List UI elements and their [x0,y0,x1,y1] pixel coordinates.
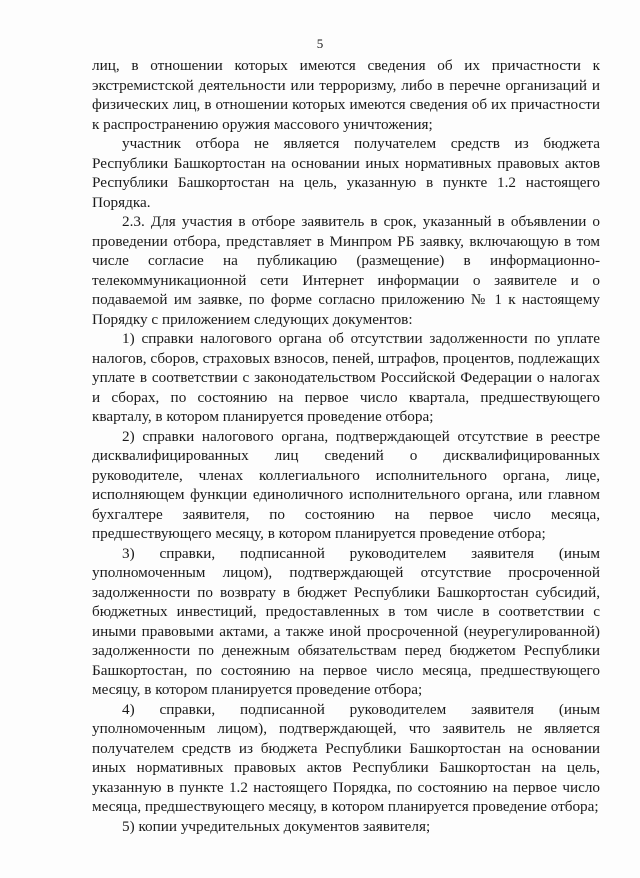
list-item-2: 2) справки налогового органа, подтверждающей отсутствие в реестре дисквалифицированных лиц сведений о дисквалифицированных руководителе, членах коллегиального исполнительного органа, лице, исполняющем функции единоличного исполнительного органа, или главном бухгалтере заявителя, по состоянию на первое число месяца, предшествующего месяцу, в котором планируется проведение отбора; [92,427,600,542]
document-body [92,56,600,836]
list-item-3: 3) справки, подписанной руководителем заявителя (иным уполномоченным лицом), подтверждающей отсутствие просроченной задолженности по возврату в бюджет Республики Башкортостан субсидий, бюджетных инвестиций, предоставленных в том числе в соответствии с иными правовыми актами, а также иной просроченной (неурегулированной) задолженности по денежным обязательствам перед бюджетом Республики Башкортостан, по состоянию на первое число месяца, предшествующего месяцу, в котором планируется проведение отбора; [92,544,600,698]
paragraph-requirement-budget: участник отбора не является получателем средств из бюджета Республики Башкортостан на основании иных нормативных правовых актов Республики Башкортостан на цель, указанную в пункте 1.2 настоящего Порядка. [92,135,600,211]
paragraph-continuation: лиц, в отношении которых имеются сведения об их причастности к экстремистской деятельности или терроризму, либо в перечне организаций и физических лиц, в отношении которых имеются сведения об их причастности к распространению оружия массового уничтожения; [92,57,600,133]
paragraph-section-2-3: 2.3. Для участия в отборе заявитель в срок, указанный в объявлении о проведении отбора, представляет в Минпром РБ заявку, включающую в том числе согласие на публикацию (размещение) в информационно-телекоммуникационной сети Интернет информации о заявителе и о подаваемой им заявке, по форме согласно приложению № 1 к настоящему Порядку с приложением следующих документов: [92,213,600,328]
list-item-1: 1) справки налогового органа об отсутствии задолженности по уплате налогов, сборов, страховых взносов, пеней, штрафов, процентов, подлежащих уплате в соответствии с законодательством Российской Федерации о налогах и сборах, по состоянию на первое число квартала, предшествующего кварталу, в котором планируется проведение отбора; [92,330,600,425]
list-item-5: 5) копии учредительных документов заявителя; [122,817,431,835]
page-number: 5 [316,36,324,51]
list-item-4: 4) справки, подписанной руководителем заявителя (иным уполномоченным лицом), подтверждающей, что заявитель не является получателем средств из бюджета Республики Башкортостан на основании иных нормативных правовых актов Республики Башкортостан на цель, указанную в пункте 1.2 настоящего Порядка, по состоянию на первое число месяца, предшествующего месяцу, в котором планируется проведение отбора; [92,700,600,815]
